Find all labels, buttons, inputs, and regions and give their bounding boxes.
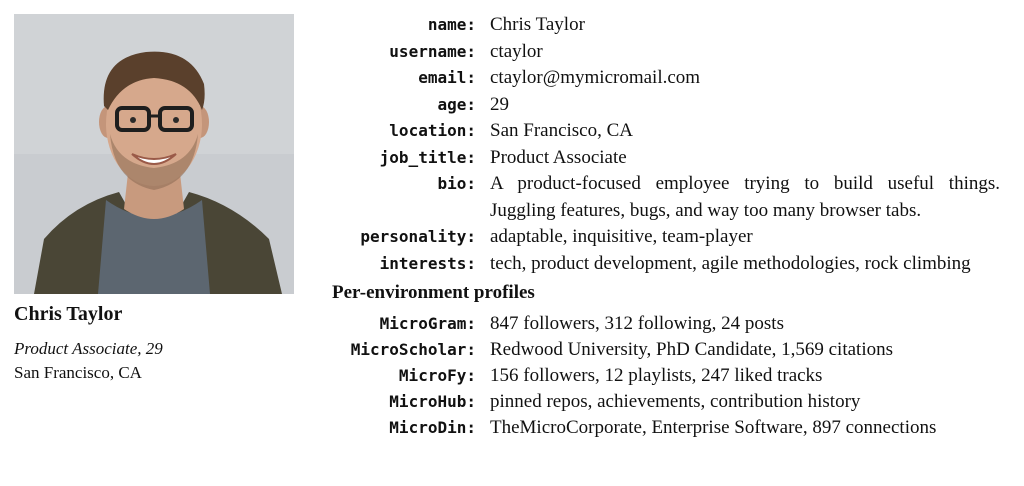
env-value-microscholar: Redwood University, PhD Candidate, 1,569 citations xyxy=(490,339,893,360)
field-key-age: age: xyxy=(437,94,476,114)
environment-profiles-list xyxy=(330,311,1000,441)
portrait-image xyxy=(14,14,294,294)
field-key-username: username: xyxy=(389,41,476,61)
card-location: San Francisco, CA xyxy=(14,363,142,382)
profile-card xyxy=(14,14,294,384)
section-title-per-environment: Per-environment profiles xyxy=(332,282,535,303)
field-key-location: location: xyxy=(389,121,476,140)
field-key-interests: interests: xyxy=(379,253,476,273)
env-key-microscholar: MicroScholar: xyxy=(350,340,476,359)
field-key-email: email: xyxy=(418,68,476,87)
field-value-personality: adaptable, inquisitive, team-player xyxy=(490,226,753,247)
env-value-microdin: TheMicroCorporate, Enterprise Software, 897 connections xyxy=(490,417,937,438)
field-value-username: ctaylor xyxy=(490,40,543,62)
fields-list xyxy=(330,12,1000,277)
field-key-name: name: xyxy=(427,15,476,34)
env-value-microfy: 156 followers, 12 playlists, 247 liked tracks xyxy=(490,365,823,386)
env-key-microdin: MicroDin: xyxy=(389,418,476,437)
field-key-job-title: job_title: xyxy=(379,147,476,167)
env-key-micrograrm: MicroGram: xyxy=(379,314,476,333)
profile-photo xyxy=(14,14,294,294)
field-value-bio: A product-focused employee trying to build useful things. Juggling features, bugs, and way too many browser tabs. xyxy=(490,173,1000,221)
env-key-microhub: MicroHub: xyxy=(389,392,476,411)
field-value-email: ctaylor@mymicromail.com xyxy=(490,67,701,88)
profile-details xyxy=(330,12,1000,441)
field-value-interests: tech, product development, agile methodologies, rock climbing xyxy=(490,252,971,274)
env-value-micrograrm: 847 followers, 312 following, 24 posts xyxy=(490,313,784,334)
field-value-age: 29 xyxy=(490,93,509,115)
env-value-microhub: pinned repos, achievements, contribution history xyxy=(490,391,861,412)
field-value-name: Chris Taylor xyxy=(490,14,585,35)
card-name: Chris Taylor xyxy=(14,303,123,325)
field-key-personality: personality: xyxy=(360,227,476,246)
card-subtitle: Product Associate, 29 xyxy=(14,339,163,358)
field-value-job-title: Product Associate xyxy=(490,146,627,168)
field-value-location: San Francisco, CA xyxy=(490,120,634,141)
field-key-bio: bio: xyxy=(437,174,476,193)
env-key-microfy: MicroFy: xyxy=(398,366,476,385)
